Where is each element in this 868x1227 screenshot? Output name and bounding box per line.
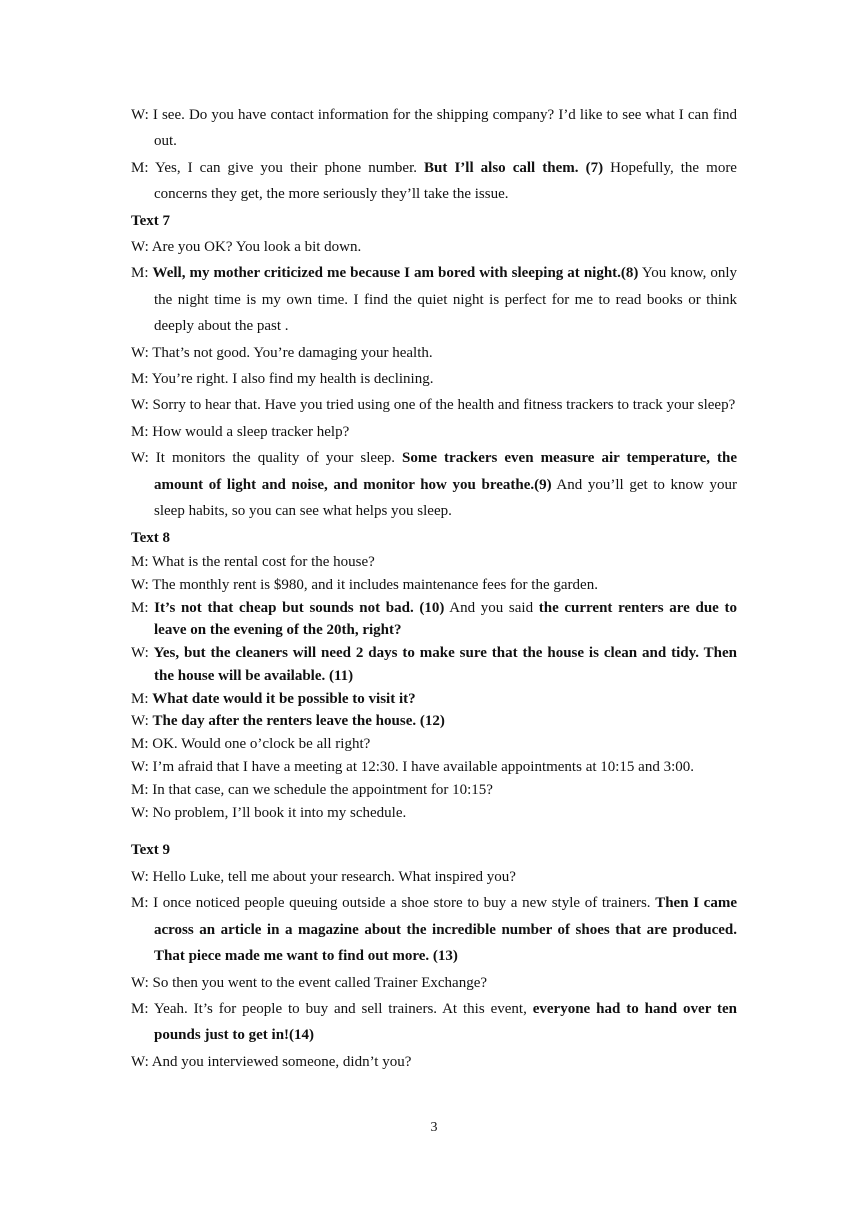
bold-text-run: Text 8	[131, 529, 171, 546]
dialogue-line	[131, 574, 737, 597]
text-run: M: What is the rental cost for the house?	[131, 553, 375, 570]
dialogue-line	[131, 688, 737, 711]
text-run: M: I once noticed people queuing outside a shoe store to buy a new style of trainers.	[131, 895, 656, 912]
dialogue-line	[131, 260, 737, 339]
bold-text-run: Then I came across an article in a magazine about the incredible number of shoes that are produced. That piece made me want to find out more. (13)	[154, 895, 737, 965]
text-run: M: Yeah. It’s for people to buy and sell trainers. At this event,	[131, 1000, 533, 1017]
section-heading	[131, 525, 737, 551]
bold-text-run: Well, my mother criticized me because I am bored with sleeping at night.(8)	[152, 265, 639, 282]
dialogue-line	[131, 419, 737, 445]
dialogue-line	[131, 234, 737, 260]
dialogue-line	[131, 710, 737, 733]
text-run: W: No problem, I’ll book it into my schedule.	[131, 804, 407, 821]
dialogue-line	[131, 864, 737, 890]
dialogue-line	[131, 102, 737, 155]
text-run: W: And you interviewed someone, didn’t you?	[131, 1053, 412, 1070]
dialogue-line	[131, 366, 737, 392]
text-run: W: Are you OK? You look a bit down.	[131, 239, 362, 256]
dialogue-line	[131, 996, 737, 1049]
dialogue-line	[131, 642, 737, 688]
text-run: M:	[131, 690, 153, 707]
text-run: M: OK. Would one o’clock be all right?	[131, 736, 371, 753]
text-run: And you’ll get to know your sleep habits, so you can see what helps you sleep.	[154, 476, 738, 520]
dialogue-line	[131, 1049, 737, 1075]
text-run: M: Yes, I can give you their phone number.	[131, 159, 425, 176]
bold-text-run: Some trackers even measure air temperature, the amount of light and noise, and monitor how you breathe.(9)	[154, 450, 738, 493]
transcript-body	[131, 102, 737, 1075]
text-run: M: In that case, can we schedule the appointment for 10:15?	[131, 781, 493, 798]
text-run: W: Sorry to hear that. Have you tried using one of the health and fitness trackers to track your sleep?	[131, 397, 736, 414]
bold-text-run: The day after the renters leave the house. (12)	[152, 713, 445, 730]
text-run: M: You’re right. I also find my health is declining.	[131, 371, 434, 388]
bold-text-run: What date would it be possible to visit it?	[152, 690, 416, 707]
dialogue-line	[131, 779, 737, 802]
text-run: You know, only the night time is my own time. I find the quiet night is perfect for me to read books or think deeply about the past .	[154, 265, 737, 335]
dialogue-line	[131, 970, 737, 996]
text-run: W: Hello Luke, tell me about your research. What inspired you?	[131, 868, 516, 885]
dialogue-line	[131, 756, 737, 779]
dialogue-line	[131, 597, 737, 643]
section-heading	[131, 837, 737, 863]
dialogue-line	[131, 733, 737, 756]
dialogue-line	[131, 551, 737, 574]
dialogue-line	[131, 392, 737, 418]
bold-text-run: Text 7	[131, 212, 171, 229]
text-run: W:	[131, 645, 154, 662]
dialogue-line	[131, 155, 737, 208]
section-heading	[131, 208, 737, 234]
dialogue-line	[131, 802, 737, 825]
bold-text-run: everyone had to hand over ten pounds just to get in!(14)	[154, 1000, 737, 1044]
section-gap	[131, 824, 737, 837]
text-run: M:	[131, 599, 155, 616]
bold-text-run: Yes, but the cleaners will need 2 days to make sure that the house is clean and tidy. Then the house will be available. (11)	[153, 645, 737, 684]
page-number: 3	[430, 1120, 438, 1135]
dialogue-line	[131, 445, 737, 524]
text-run: W: It monitors the quality of your sleep.	[131, 450, 403, 467]
text-run: W:	[131, 713, 153, 730]
text-run: M: How would a sleep tracker help?	[131, 423, 350, 440]
bold-text-run: But I’ll also call them. (7)	[424, 159, 604, 176]
text-run: W: I’m afraid that I have a meeting at 12:30. I have available appointments at 10:15 and 3:00.	[131, 759, 695, 776]
dialogue-line	[131, 340, 737, 366]
bold-text-run: It’s not that cheap but sounds not bad. (10)	[154, 599, 445, 616]
bold-text-run: the current renters are due to leave on the evening of the 20th, right?	[154, 599, 738, 639]
text-run: Hopefully, the more concerns they get, the more seriously they’ll take the issue.	[154, 159, 737, 203]
text-run: W: That’s not good. You’re damaging your health.	[131, 344, 433, 361]
bold-text-run: Text 9	[131, 842, 171, 859]
dialogue-line	[131, 890, 737, 969]
text-run: And you said	[444, 599, 539, 616]
text-run: W: The monthly rent is $980, and it includes maintenance fees for the garden.	[131, 576, 598, 593]
text-run: W: So then you went to the event called Trainer Exchange?	[131, 974, 488, 991]
text-run: M:	[131, 265, 153, 282]
text-run: W: I see. Do you have contact information for the shipping company? I’d like to see what I can find out.	[131, 107, 737, 150]
